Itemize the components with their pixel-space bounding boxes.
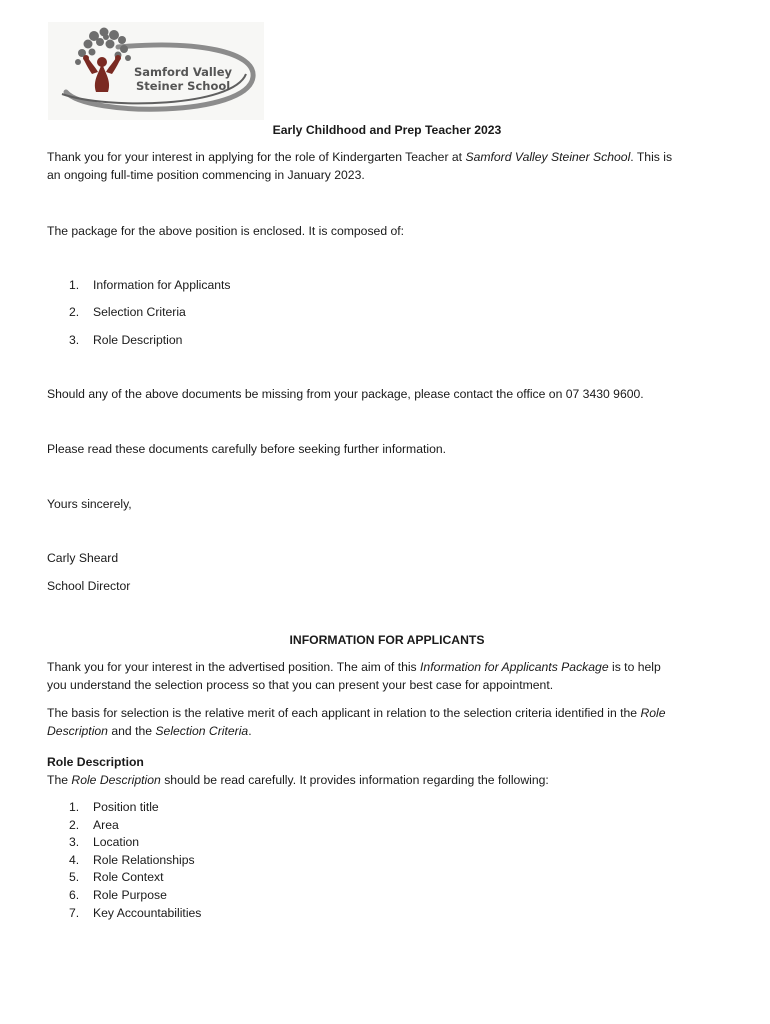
list-item: 1. Information for Applicants xyxy=(69,278,231,292)
list-item: 6. Role Purpose xyxy=(69,887,167,902)
info-paragraph-2: The basis for selection is the relative merit of each applicant in relation to the selection criteria identified in the Role Description and the Selection Criteria. xyxy=(47,706,666,738)
list-item: 1. Position title xyxy=(69,800,159,814)
list-item: 3. Location xyxy=(69,835,140,850)
info-paragraph-1: Thank you for your interest in the advertised position. The aim of this Information for Applicants Package is to help you understand the selection process so that you can present your best case for appointment. xyxy=(47,660,661,692)
list-item: 2. Area xyxy=(69,817,119,832)
intro-paragraph xyxy=(47,149,727,184)
list-item: 7. Key Accountabilities xyxy=(69,905,202,920)
list-item: 2. Selection Criteria xyxy=(69,305,186,320)
role-items-list xyxy=(47,799,201,922)
intro-text-b: . This is xyxy=(630,150,673,164)
logo-line1: Samford Valley xyxy=(134,65,233,79)
intro-text-a: Thank you for your interest in applying for the role of Kindergarten Teacher at xyxy=(47,150,466,164)
logo-line2: Steiner School xyxy=(136,79,231,93)
role-description-heading: Role Description xyxy=(47,755,144,769)
package-line: The package for the above position is enclosed. It is composed of: xyxy=(47,224,405,238)
list-item: 4. Role Relationships xyxy=(69,852,195,867)
closing-line: Yours sincerely, xyxy=(47,497,132,511)
signatory-title: School Director xyxy=(47,579,131,593)
tree-swoosh-logo-icon xyxy=(48,22,264,120)
list-item: 5. Role Context xyxy=(69,870,164,885)
intro-line2: an ongoing full-time position commencing in January 2023. xyxy=(47,167,365,182)
cover-title: Early Childhood and Prep Teacher 2023 xyxy=(272,123,502,137)
missing-docs-line: Should any of the above documents be missing from your package, please contact the office on 07 3430 9600. xyxy=(47,387,644,401)
role-description-paragraph: The Role Description should be read carefully. It provides information regarding the following: xyxy=(47,773,549,787)
school-logo xyxy=(48,22,264,120)
list-item: 3. Role Description xyxy=(69,332,183,347)
info-heading: INFORMATION FOR APPLICANTS xyxy=(289,633,485,647)
read-carefully-line: Please read these documents carefully before seeking further information. xyxy=(47,442,447,456)
intro-school-name: Samford Valley Steiner School xyxy=(465,150,631,164)
signatory-name: Carly Sheard xyxy=(47,551,119,565)
package-list xyxy=(47,277,231,359)
